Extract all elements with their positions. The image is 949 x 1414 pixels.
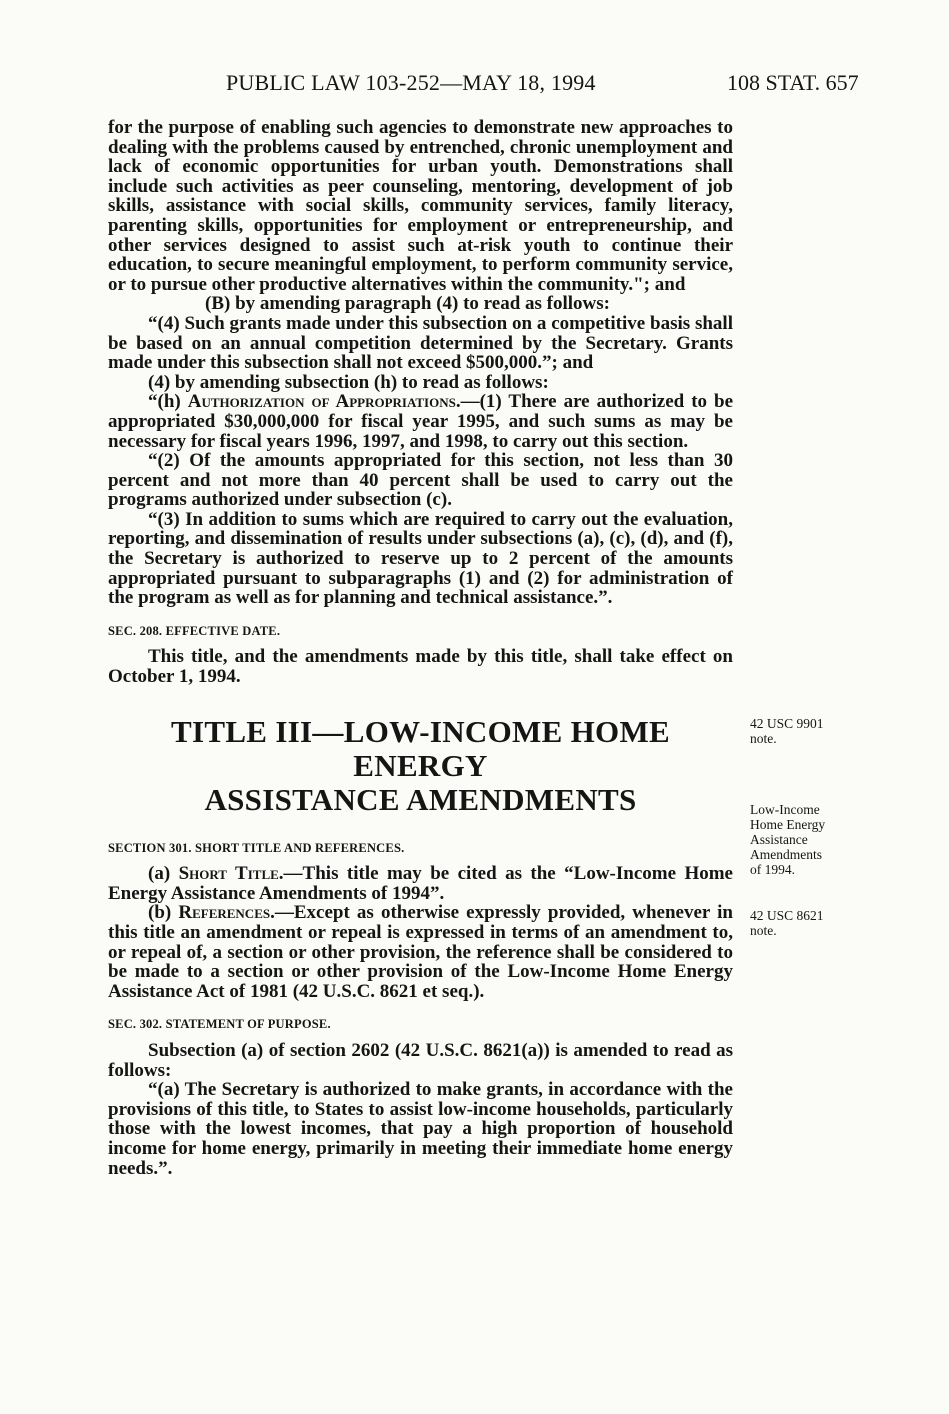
section-heading-301: SECTION 301. SHORT TITLE AND REFERENCES. xyxy=(108,840,405,855)
margin-note-line: Home Energy xyxy=(750,817,826,832)
text-run: .—Except as otherwise expressly provided, whenever in this title an amendment or repeal is expressed in terms of an amendment to, or repeal of, a section or other provision, the reference shall be considered to be made to a section or other provision of the Low-Income Home Energy Assistance Act of 1981 (42 U.S.C. 8621 et seq.). xyxy=(108,902,733,1002)
section-heading-302: SEC. 302. STATEMENT OF PURPOSE. xyxy=(108,1017,331,1032)
header-public-law: PUBLIC LAW 103-252—MAY 18, 1994 xyxy=(226,70,596,95)
title-line: ASSISTANCE AMENDMENTS xyxy=(204,781,637,817)
text-run: .—This title may be cited as the “Low-Income Home Energy Assistance Amendments of 1994”. xyxy=(108,863,733,904)
paragraph: “(3) In addition to sums which are required to carry out the evaluation, reporting, and dissemination of results under subsections (a), (c), (d), and (f), the Secretary is authorized to reserve up to 2 percent of the amounts appropriated pursuant to subparagraphs (1) and (2) for administration of the program as well as for planning and technical assistance.”. xyxy=(108,508,733,609)
margin-note-line: Assistance xyxy=(750,832,808,847)
paragraph: This title, and the amendments made by this title, shall take effect on October 1, 1994. xyxy=(108,646,733,688)
subsection-heading: Authorization of Appropriations xyxy=(187,391,456,413)
paragraph xyxy=(108,392,733,451)
margin-note-usc-8621 xyxy=(750,908,860,938)
title-heading xyxy=(108,715,733,817)
paragraph: (B) by amending paragraph (4) to read as follows: xyxy=(205,293,610,315)
margin-note-line: of 1994. xyxy=(750,862,795,877)
header-stat-page: 108 STAT. 657 xyxy=(727,70,859,95)
paragraph: Subsection (a) of section 2602 (42 U.S.C. 8621(a)) is amended to read as follows: xyxy=(108,1039,733,1081)
margin-note-line: note. xyxy=(750,731,777,746)
section-heading-208: SEC. 208. EFFECTIVE DATE. xyxy=(108,623,281,638)
paragraph: (4) by amending subsection (h) to read as follows: xyxy=(148,371,549,393)
margin-note-line: note. xyxy=(750,923,777,938)
running-header xyxy=(0,70,949,106)
text-run: (b) xyxy=(148,902,179,924)
main-text xyxy=(108,118,733,1178)
paragraph xyxy=(108,864,733,903)
title-line: TITLE III—LOW-INCOME HOME ENERGY xyxy=(171,713,670,783)
paragraph: “(2) Of the amounts appropriated for this section, not less than 30 percent and not more than 40 percent shall be used to carry out the programs authorized under subsection (c). xyxy=(108,450,733,511)
paragraph: “(4) Such grants made under this subsection on a competitive basis shall be based on an annual competition determined by the Secretary. Grants made under this subsection shall not exceed $500,000.”; and xyxy=(108,312,733,374)
margin-note-line: Low-Income xyxy=(750,802,820,817)
margin-note-line: 42 USC 8621 xyxy=(750,908,824,923)
paragraph xyxy=(108,903,733,1001)
margin-note-usc-9901 xyxy=(750,716,860,746)
subsection-heading: References xyxy=(178,902,271,924)
text-run: (a) xyxy=(148,863,179,885)
margin-note-short-title xyxy=(750,802,860,877)
subsection-heading: Short Title xyxy=(178,863,279,885)
margin-note-line: 42 USC 9901 xyxy=(750,716,824,731)
margin-note-line: Amendments xyxy=(750,847,822,862)
paragraph: “(a) The Secretary is authorized to make grants, in accordance with the provisions of this title, to States to assist low-income households, particularly those with the lowest incomes, that pay a high proportion of household income for home energy, primarily in meeting their immediate home energy needs.”. xyxy=(108,1079,733,1179)
paragraph: for the purpose of enabling such agencies to demonstrate new approaches to dealing with the problems caused by entrenched, chronic unemployment and lack of economic opportunities for urban youth. Demonstrations shall include such activities as peer counseling, mentoring, development of job skills, assistance with social skills, community services, family literacy, parenting skills, opportunities for employment or entrepreneurship, and other services designed to assist such at-risk youth to continue their education, to secure meaningful employment, to perform community service, or to pursue other productive alternatives within the community."; and xyxy=(108,117,733,295)
text-run: .—(1) There are authorized to be appropriated $30,000,000 for fiscal year 1995, and such sums as may be necessary for fiscal years 1996, 1997, and 1998, to carry out this section. xyxy=(108,391,734,452)
text-run: “(h) xyxy=(148,391,188,413)
